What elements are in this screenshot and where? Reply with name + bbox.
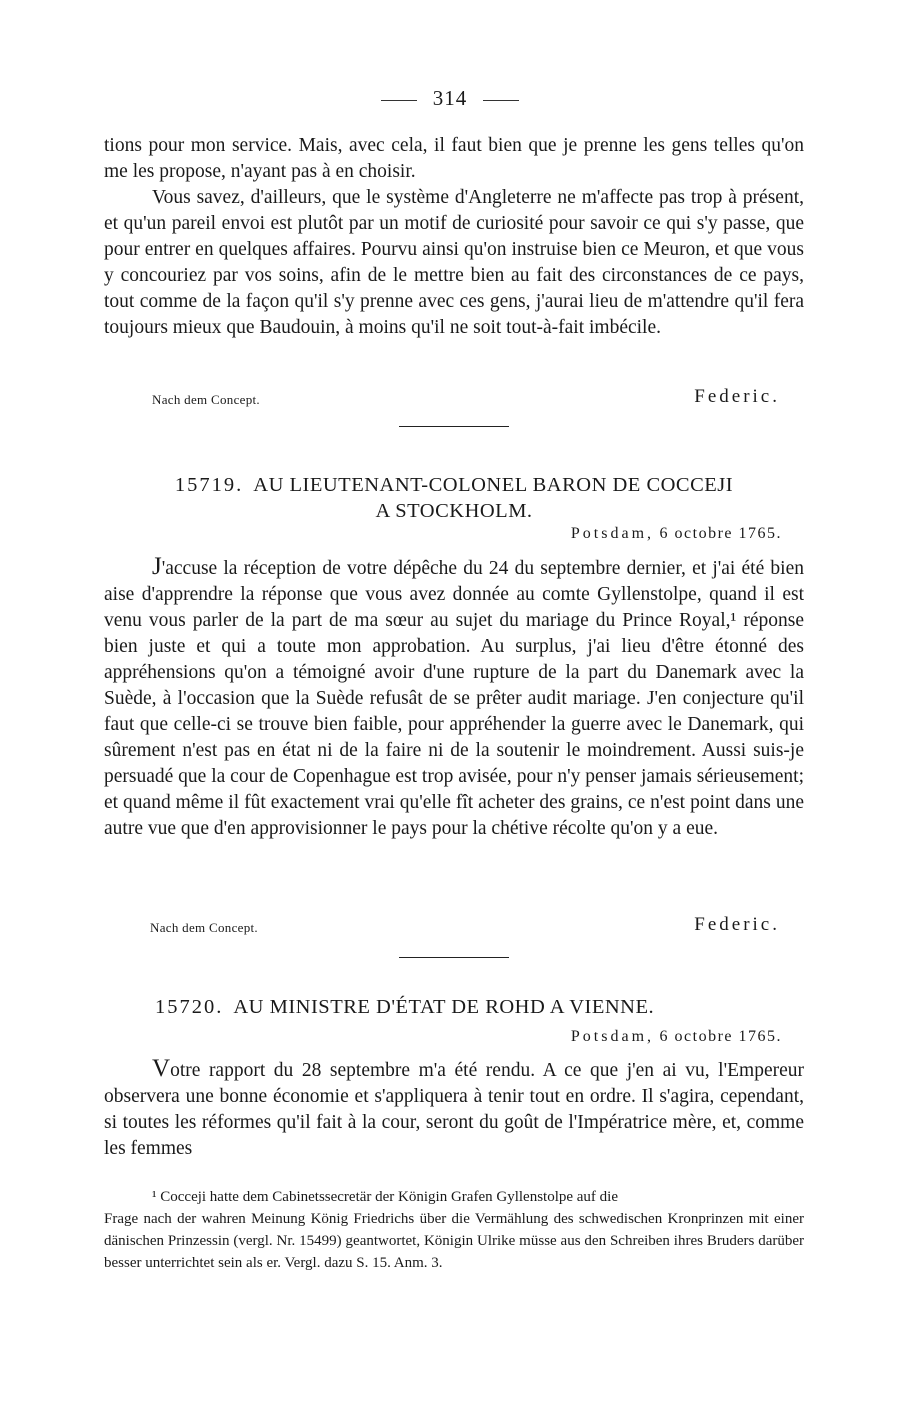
letter-initial: J	[152, 553, 162, 580]
letter-addressee: AU LIEUTENANT-COLONEL BARON DE COCCEJI	[253, 474, 734, 496]
footnote-text: Frage nach der wahren Meinung König Friedrichs über die Vermählung des schwedischen Kronprinzen mit einer dänischen Prinzessin (vergl. Nr. 15499) geantwortet, Königin Ulrike müsse aus den Schreiben ihres Bruders darüber besser unterrichtet sein als er. Vergl. dazu S. 15. Anm. 3.	[104, 1211, 804, 1271]
dateline-date: 6 octobre 1765.	[659, 525, 782, 542]
page-number-dash-right	[483, 100, 519, 101]
continuation-paragraph-2: Vous savez, d'ailleurs, que le système d'Angleterre ne m'affecte pas trop à présent, et qu'un pareil envoi est plutôt par un motif de curiosité pour savoir ce qui s'y passe, que pour entrer en quelques affaires. Pourvu ainsi qu'on instruise bien ce Meuron, et que vous y concouriez par vos soins, afin de le mettre bien au fait des circonstances de ce pays, tout comme de la façon qu'il s'y prenne avec ces gens, j'aurai lieu de m'attendre qu'il fera toujours mieux que Baudouin, à moins qu'il ne soit tout-à-fait imbécile.	[104, 187, 804, 338]
page-number	[0, 86, 900, 111]
footnote-first-line: ¹ Cocceji hatte dem Cabinetssecretär der Königin Grafen Gyllenstolpe auf die	[152, 1189, 618, 1205]
letter-closing	[0, 914, 900, 940]
letter-heading	[155, 994, 855, 1020]
source-note: Nach dem Concept.	[152, 392, 260, 407]
letter-number: 15720.	[155, 996, 224, 1018]
dateline-place: Potsdam,	[570, 525, 655, 542]
source-note: Nach dem Concept.	[150, 920, 258, 935]
section-separator	[399, 957, 509, 958]
letter-number: 15719.	[174, 474, 244, 496]
letter-body-text: otre rapport du 28 septembre m'a été rendu. A ce que j'en ai vu, l'Empereur observera une bonne économie et s'appliquera à tenir tout en ordre. Il s'agira, cependant, si toutes les réformes qu'il fait à la cour, seront du goût de l'Impératrice mère, et, comme les femmes	[104, 1060, 804, 1159]
letter-dateline	[571, 1028, 782, 1046]
letter-dateline	[571, 525, 782, 543]
continuation-paragraph-1: tions pour mon service. Mais, avec cela, il faut bien que je prenne les gens telles qu'on me les propose, n'ayant pas à en choisir.	[104, 135, 804, 182]
page-number-text: 314	[432, 86, 468, 110]
letter-heading	[104, 472, 804, 524]
letter-body	[104, 1056, 804, 1162]
continuation-closing	[0, 386, 900, 412]
page-number-dash-left	[381, 100, 417, 101]
dateline-place: Potsdam,	[570, 1028, 655, 1045]
letter-body	[104, 554, 804, 842]
section-separator	[399, 426, 509, 427]
letter-body-text: 'accuse la réception de votre dépêche du 24 du septembre dernier, et j'ai été bien aise d'apprendre la réponse que vous avez donnée au comte Gyllenstolpe, quand il est venu vous parler de la part de ma sœur au sujet du mariage du Prince Royal,¹ réponse bien juste et qui a toute mon approbation. Au surplus, j'ai lieu d'être étonné des appréhensions qu'on a témoigné avoir d'une rupture de la part du Danemark avec la Suède, à l'occasion que la Suède refusât de se prêter audit mariage. J'en conjecture qu'il faut que celle-ci se trouve bien faible, pour appréhender la guerre avec le Danemark, qui sûrement n'est pas en état ni de la faire ni de la soutenir le moindrement. Aussi suis-je persuadé que la cour de Copenhague est trop avisée, pour n'y penser jamais sérieusement; et quand même il fût exactement vrai qu'elle fît acheter des grains, ce n'est point dans une autre vue que d'en approvisionner le pays pour la chétive récolte qu'on y a eue.	[104, 558, 804, 839]
dateline-date: 6 octobre 1765.	[659, 1028, 782, 1045]
signature: Federic.	[694, 386, 780, 407]
letter-addressee-location: A STOCKHOLM.	[375, 500, 533, 522]
footnote	[104, 1186, 804, 1274]
signature: Federic.	[694, 914, 780, 935]
letter-initial: V	[152, 1055, 171, 1082]
letter-addressee: AU MINISTRE D'ÉTAT DE ROHD A VIENNE.	[233, 996, 655, 1018]
